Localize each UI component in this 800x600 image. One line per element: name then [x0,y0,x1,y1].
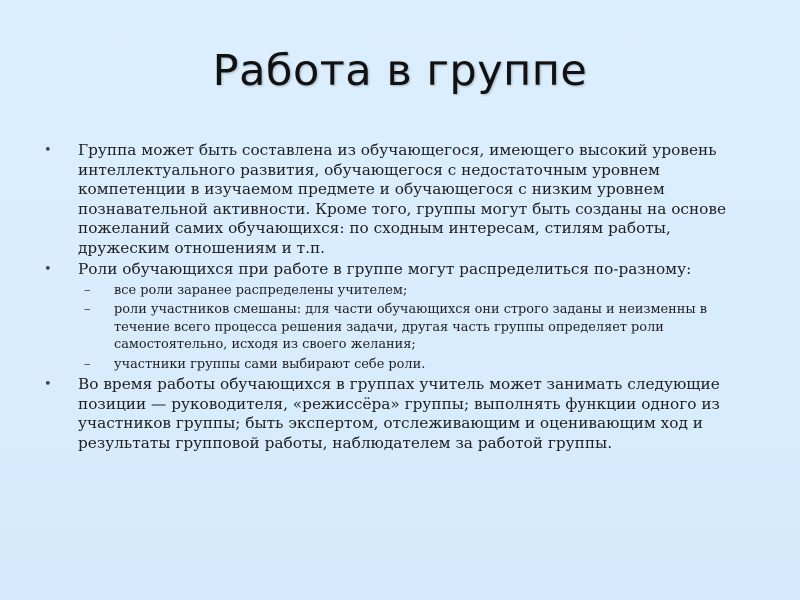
sub-bullet-item [40,282,764,300]
sub-bullet-item [40,301,764,354]
dash-marker: – [84,356,91,372]
sub-bullet-text: участники группы сами выбирают себе роли. [114,356,426,372]
bullet-marker: • [44,143,52,158]
bullet-item [40,375,764,453]
bullet-text: Во время работы обучающихся в группах учитель может занимать следующие позиции — руководителя, «режиссёра» группы; выполнять функции одного из участников группы; быть экспертом, отслеживающим и оценивающим ход и результаты групповой работы, наблюдателем за работой группы. [78,375,720,452]
slide-body [40,141,764,455]
dash-marker: – [84,302,91,318]
sub-bullet-text: роли участников смешаны: для части обучающихся они строго заданы и неизменны в течение всего процесса решения задачи, другая часть группы определяет роли самостоятельно, исходя из своего желания; [114,302,707,353]
bullet-marker: • [44,377,52,393]
sub-bullet-item [40,356,764,374]
dash-marker: – [84,282,91,298]
sub-bullet-text: все роли заранее распределены учителем; [114,282,408,298]
bullet-text: Роли обучающихся при работе в группе могут распределиться по-разному: [78,260,692,278]
slide-title: Работа в группе [212,46,588,96]
bullet-item [40,260,764,280]
bullet-item [40,141,764,258]
bullet-text: Группа может быть составлена из обучающегося, имеющего высокий уровень интеллектуального развития, обучающегося с недостаточным уровнем компетенции в изучаемом предмете и обучающегося с низким уровнем познавательной активности. Кроме того, группы могут быть созданы на основе пожеланий самих обучающихся: по сходным интересам, стилям работы, дружеским отношениям и т.п. [78,141,727,257]
bullet-marker: • [44,262,52,277]
